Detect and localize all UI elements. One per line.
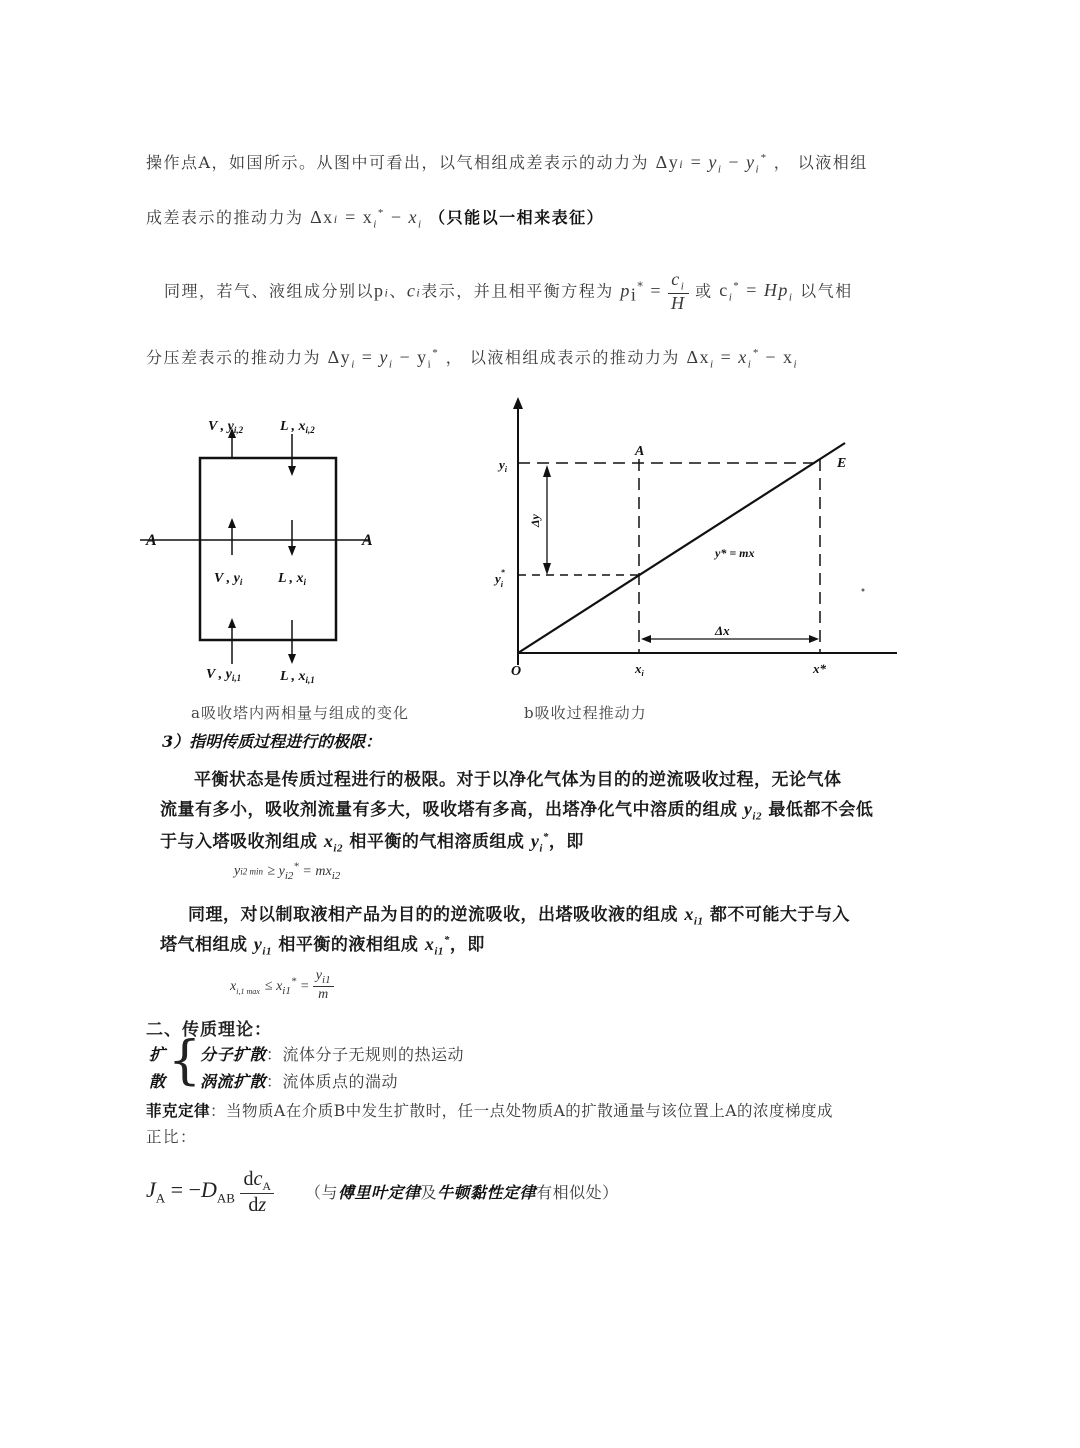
section-label-right: A xyxy=(362,532,373,549)
svg-text:y*i: y* i xyxy=(495,568,505,589)
origin-label: O xyxy=(511,664,522,679)
bracket-char-bottom: 散 xyxy=(149,1072,166,1091)
svg-text:L , xi: L , $x_i$ xyxy=(278,571,307,587)
section3-eq1: yi2 $\min \ge y_{i2}^* = mx_{i2}$ xyxy=(234,860,341,882)
arrow-down-icon xyxy=(288,654,296,664)
arrow-up-icon xyxy=(228,518,236,528)
equilibrium-equation: y* = mx xyxy=(715,546,755,560)
point-e-label: E xyxy=(837,456,847,471)
arrow-down-icon xyxy=(288,546,296,556)
svg-text:L , xi,1: L , $x_{i,1}$ xyxy=(280,669,315,685)
para2-line1: 同理，若气、液组成分别以pi、ci表示，并且相平衡方程为 $p_i^*$ = $\frac{c_i}{H}$ 或 $c_i^* = Hp_i$ 以气相 xyxy=(164,269,853,313)
svg-text:L , xi,2: L , $x_{i,2}$ xyxy=(280,419,315,435)
svg-text:Δx: Δx xyxy=(715,623,730,638)
fraction-ci-over-h: $\frac{c_i}{H}$ xyxy=(668,270,689,313)
para1-line1: 操作点A，如国所示。从图中可看出，以气相组成差表示的动力为 $\Delta yi = y_i - y_i^*$ ， 以液相组 xyxy=(146,152,868,176)
section3-p1-line1: 平衡状态是传质过程进行的极限。对于以净化气体为目的的逆流吸收过程，无论气体 xyxy=(194,770,842,790)
fick-equation: $J_A = -D_{AB}$ $\frac{dc_A}{dz}$ xyxy=(146,1168,274,1216)
section3-p2-line2: 塔气相组成 $y_{i1}$ 相平衡的液相组成 $x_{i1}^*$，即 xyxy=(160,934,485,958)
svg-text:yi: $y_i$ xyxy=(499,457,508,474)
curly-brace-icon: { xyxy=(168,1031,202,1091)
svg-text:V , yi,1: V , $y_{i,1}$ xyxy=(206,667,242,683)
section-label-left: A xyxy=(146,532,157,549)
section-two-heading: 二、传质理论： xyxy=(146,1020,272,1040)
diffusion-item-molecular: 分子扩散：流体分子无规则的热运动 xyxy=(200,1045,465,1064)
tower-body xyxy=(200,458,336,640)
section3-p1-line2: 流量有多小，吸收剂流量有多大，吸收塔有多高，出塔净化气中溶质的组成 $y_{i2}$ 最低都不会低 xyxy=(160,799,874,823)
section3-p1-line3: 于与入塔吸收剂组成 $x_{i2}$ 相平衡的气相溶质组成 $y_i^*$，即 xyxy=(160,831,584,855)
section3-eq2: $x_{i,1 max} \le x_{i1}^*$ = $\frac{y_{i1}}{m}$ xyxy=(230,968,334,1002)
svg-text:V , yi,2: V , $y_{i,2}$ xyxy=(208,419,244,435)
svg-text:V , yi: V , $y_i$ xyxy=(214,571,243,587)
section3-heading: 3）指明传质过程进行的极限： xyxy=(162,732,382,751)
figure-b-driving-force xyxy=(485,395,905,690)
svg-text:xi: $x_i$ xyxy=(635,661,644,678)
arrow-up-icon xyxy=(228,618,236,628)
bracket-char-top: 扩 xyxy=(149,1045,166,1064)
section3-p2-line1: 同理，对以制取液相产品为目的的逆流吸收，出塔吸收液的组成 $x_{i1}$ 都不可能大于与入 xyxy=(188,904,850,928)
svg-text:x*: x* xyxy=(813,661,826,676)
para1-line2: 成差表示的推动力为 $\Delta xi = x_i^* - x_i$ （只能以一相来表征） xyxy=(146,207,605,231)
diffusion-item-eddy: 涡流扩散：流体质点的湍动 xyxy=(200,1072,399,1091)
equilibrium-line xyxy=(518,443,845,653)
arrow-down-icon xyxy=(288,466,296,476)
arrow-up-icon xyxy=(513,397,523,409)
figure-b-caption: b吸收过程推动力 xyxy=(524,704,647,722)
figure-a-tower xyxy=(140,400,400,690)
fick-law-line2: 正比： xyxy=(146,1128,198,1146)
fick-analogy-note: （与傅里叶定律及牛顿黏性定律有相似处） xyxy=(305,1183,619,1202)
para2-line2: 分压差表示的推动力为 $\Delta y_i = y_i - y_i^*$ ， 以液相组成表示的推动力为 $\Delta x_i = x_i^* - x_i$ xyxy=(146,347,799,371)
point-a-label: A xyxy=(635,444,645,459)
figure-a-caption: a吸收塔内两相量与组成的变化 xyxy=(191,704,409,722)
svg-text:Δy: Δy xyxy=(528,514,542,527)
fick-law-line1: 菲克定律：当物质A在介质B中发生扩散时，任一点处物质A的扩散通量与该位置上A的浓度梯度成 xyxy=(146,1101,833,1120)
